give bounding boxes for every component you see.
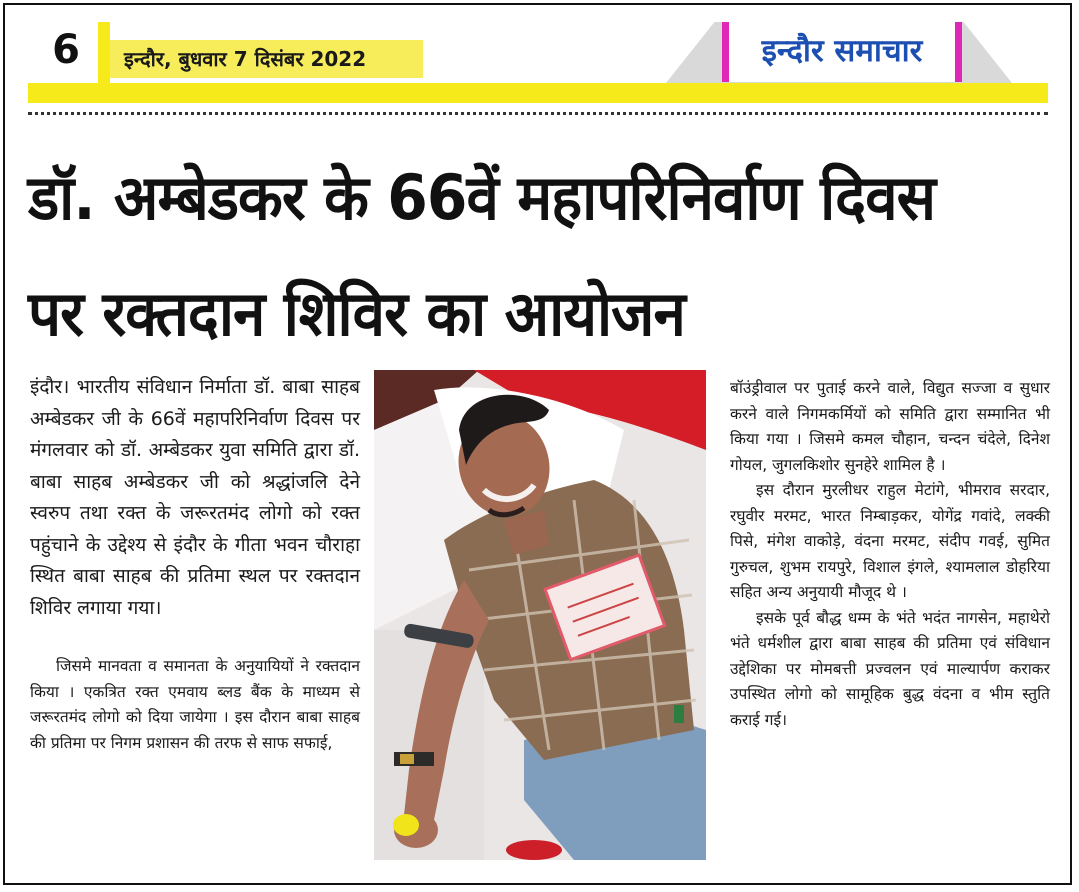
article-column-left xyxy=(30,372,360,756)
masthead-logo: इन्दौर समाचार xyxy=(722,22,962,82)
article-column-right xyxy=(730,376,1050,733)
blood-donor-photo xyxy=(374,370,706,860)
header-divider xyxy=(28,112,1048,115)
article-paragraph: इस दौरान मुरलीधर राहुल मेटांगे, भीमराव सरदार, रघुवीर मरमट, भारत निम्बाड़कर, योगेंद्र गवांदे, लक्की पिसे, मंगेश वाकोड़े, वंदना मरमट, संदीप गवई, सुमित गुरुचल, शुभम रायपुरे, विशाल इंगले, श्यामलाल डोहरिया सहित अन्य अनुयायी मौजूद थे । xyxy=(730,481,1050,601)
headline-line-1: डॉ. अम्बेडकर के 66वें महापरिनिर्वाण दिवस xyxy=(28,161,936,234)
page-date: इन्दौर, बुधवार 7 दिसंबर 2022 xyxy=(110,40,423,78)
headline xyxy=(28,140,992,372)
article-paragraph: बॉउंड्रीवाल पर पुताई करने वाले, विद्युत सज्जा व सुधार करने वाले निगमकर्मियों को समिति द्वारा सम्मानित भी किया गया । जिसमे कमल चौहान, चन्दन चंदेले, दिनेश गोयल, जुगलकिशोर सुनहेरे शामिल है । xyxy=(730,379,1050,474)
article-paragraph: इंदौर। भारतीय संविधान निर्माता डॉ. बाबा साहब अम्बेडकर जी के 66वें महापरिनिर्वाण दिवस पर मंगलवार को डॉ. अम्बेडकर युवा समिति द्वारा डॉ. बाबा साहब अम्बेडकर जी को श्रद्धांजलि देने स्वरुप तथा रक्त के जरूरतमंद लोगो को रक्त पहुंचाने के उद्देश्य से इंदौर के गीता भवन चौराहा स्थित बाबा साहब की प्रतिमा स्थल पर रक्तदान शिविर लगाया गया। xyxy=(30,376,360,619)
page-number: 6 xyxy=(52,27,80,73)
article-paragraph: जिसमे मानवता व समानता के अनुयायियों ने रक्तदान किया । एकत्रित रक्त एमवाय ब्लड बैंक के माध्यम से जरूरतमंद लोगो को दिया जायेगा । इस दौरान बाबा साहब की प्रतिमा पर निगम प्रशासन की तरफ से साफ सफाई, xyxy=(30,657,360,752)
header-post xyxy=(98,22,110,92)
headline-line-2: पर रक्तदान शिविर का आयोजन xyxy=(28,277,685,350)
article-paragraph: इसके पूर्व बौद्ध धम्म के भंते भदंत नागसेन, महाथेरो भंते धर्मशील द्वारा बाबा साहब की प्रतिमा एवं संविधान उद्देशिका पर मोमबत्ती प्रज्वलन एवं माल्यार्पण कराकर उपस्थित लोगो को सामूहिक बुद्ध वंदना व भीम स्तुति कराई गई। xyxy=(730,608,1050,729)
header-band xyxy=(28,83,1048,103)
